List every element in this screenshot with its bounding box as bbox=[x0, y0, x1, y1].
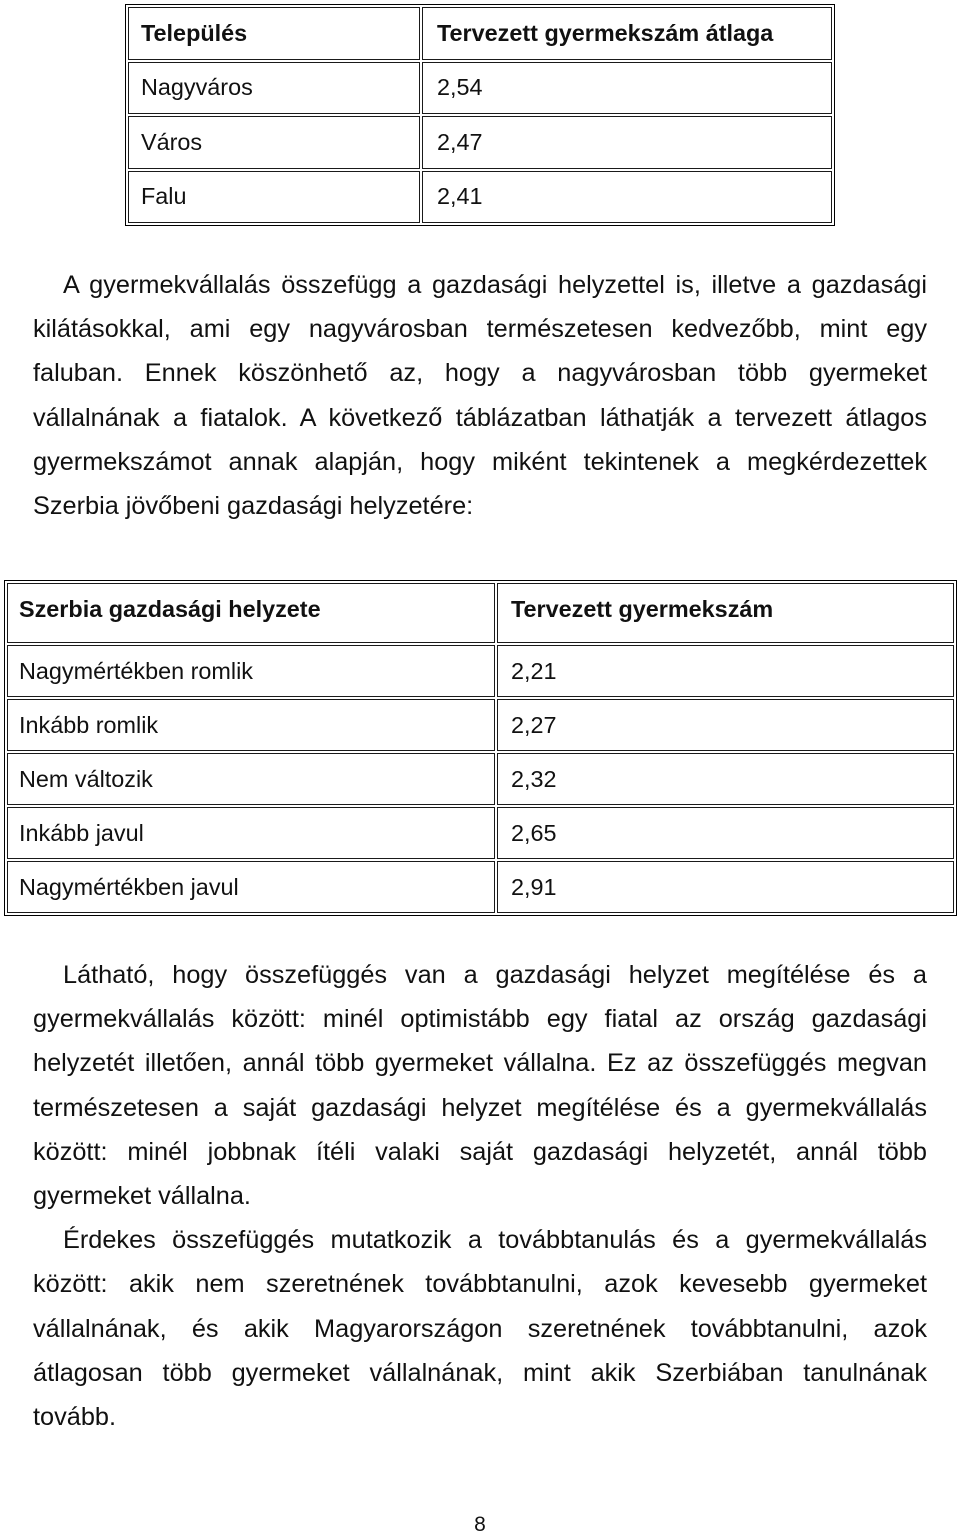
paragraph-line: Szerbia jövőbeni gazdasági helyzetére: bbox=[33, 491, 474, 520]
paragraph-line: A gyermekvállalás összefügg a gazdasági helyzettel is, illetve a gazdasági bbox=[63, 271, 927, 299]
value-cell: 2,41 bbox=[422, 171, 832, 224]
outlook-cell: Nagymértékben romlik bbox=[7, 645, 495, 697]
settlement-cell: Nagyváros bbox=[128, 62, 420, 115]
value-cell: 2,65 bbox=[497, 807, 954, 859]
paragraph-line: között: akik nem szeretnének továbbtanulni, azok kevesebb gyermeket bbox=[33, 1270, 927, 1299]
paragraph-line: természetesen a saját gazdasági helyzet megítélése és a gyermekvállalás bbox=[33, 1093, 927, 1122]
paragraph-line: vállalnának a fiatalok. A következő táblázatban láthatják a tervezett átlagos bbox=[33, 403, 927, 432]
paragraph-line: gyermekszámot annak alapján, hogy miként tekintenek a megkérdezettek bbox=[33, 447, 927, 476]
outlook-cell: Inkább javul bbox=[7, 807, 495, 859]
paragraph-1 bbox=[33, 263, 927, 528]
paragraph-line: kilátásokkal, ami egy nagyvárosban természetesen kedvezőbb, mint egy bbox=[33, 315, 927, 344]
paragraph-line: faluban. Ennek köszönhető az, hogy a nagyvárosban több gyermeket bbox=[33, 359, 927, 388]
value-cell: 2,21 bbox=[497, 645, 954, 697]
settlement-cell: Falu bbox=[128, 171, 420, 224]
planned-children-header: Tervezett gyermekszám bbox=[497, 583, 954, 643]
value-cell: 2,54 bbox=[422, 62, 832, 115]
paragraph-2 bbox=[33, 953, 927, 1218]
outlook-cell: Inkább romlik bbox=[7, 699, 495, 751]
value-cell: 2,27 bbox=[497, 699, 954, 751]
settlement-header: Település bbox=[128, 7, 420, 60]
paragraph-line: Érdekes összefüggés mutatkozik a továbbtanulás és a gyermekvállalás bbox=[63, 1226, 927, 1255]
value-cell: 2,91 bbox=[497, 861, 954, 913]
paragraph-line: Látható, hogy összefüggés van a gazdasági helyzet megítélése és a bbox=[63, 961, 927, 989]
paragraph-line: között: minél jobbnak ítéli valaki saját gazdasági helyzetét, annál több bbox=[33, 1137, 927, 1166]
planned-average-children-header: Tervezett gyermekszám átlaga bbox=[422, 7, 832, 60]
paragraph-line: gyermeket vállalna. bbox=[33, 1181, 251, 1210]
paragraph-line: tovább. bbox=[33, 1402, 116, 1431]
value-cell: 2,32 bbox=[497, 753, 954, 805]
page-number: 8 bbox=[474, 1513, 486, 1536]
outlook-cell: Nem változik bbox=[7, 753, 495, 805]
paragraph-line: helyzetét illetően, annál több gyermeket vállalna. Ez az összefüggés megvan bbox=[33, 1049, 927, 1078]
settlement-cell: Város bbox=[128, 116, 420, 169]
economic-situation-header: Szerbia gazdasági helyzete bbox=[7, 583, 495, 643]
paragraph-3 bbox=[33, 1218, 927, 1439]
outlook-cell: Nagymértékben javul bbox=[7, 861, 495, 913]
economic-outlook-table bbox=[4, 580, 957, 916]
value-cell: 2,47 bbox=[422, 116, 832, 169]
paragraph-line: gyermekvállalás között: minél optimistább egy fiatal az ország gazdasági bbox=[33, 1005, 927, 1034]
settlement-table bbox=[125, 4, 835, 226]
paragraph-line: vállalnának, és akik Magyarországon szeretnének továbbtanulni, azok bbox=[33, 1314, 927, 1343]
paragraph-line: átlagosan több gyermeket vállalnának, mint akik Szerbiában tanulnának bbox=[33, 1358, 927, 1387]
